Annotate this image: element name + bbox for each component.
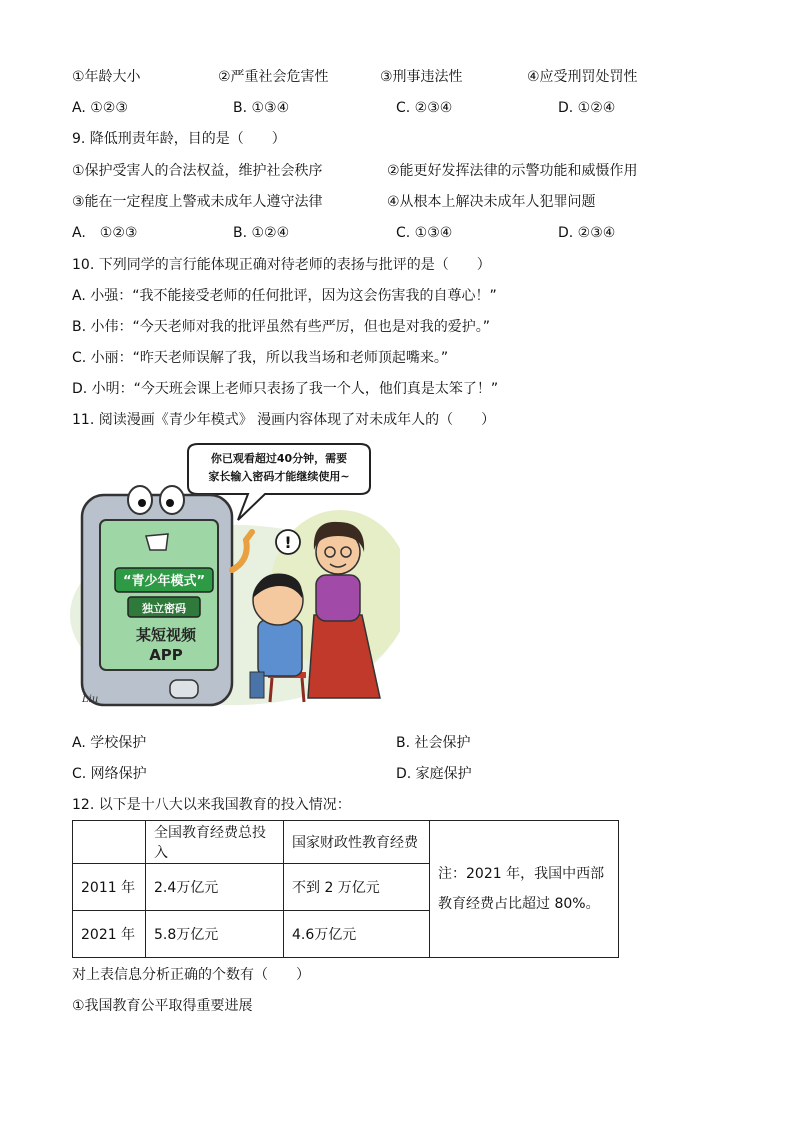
bubble-text-line2: 家长输入密码才能继续使用~	[208, 470, 350, 483]
q11-choice-c: C. 网络保护	[72, 766, 147, 782]
q9-item-2: ②能更好发挥法律的示警功能和威慑作用	[387, 163, 638, 179]
table-row-2021-fiscal: 4.6万亿元	[284, 911, 430, 958]
q8-item-4: ④应受刑罚处罚性	[527, 69, 638, 85]
q10-choice-b: B. 小伟：“今天老师对我的批评虽然有些严厉，但也是对我的爱护。”	[72, 319, 491, 335]
mother-top	[316, 575, 360, 621]
q9-item-4: ④从根本上解决未成年人犯罪问题	[387, 194, 596, 210]
table-row-2021-total: 5.8万亿元	[146, 911, 284, 958]
table-note: 注：2021 年，我国中西部教育经费占比超过 80%。	[430, 821, 619, 958]
home-button-icon	[170, 680, 198, 698]
q9-choice-a: A. ①②③	[72, 225, 138, 241]
app-name-line2: APP	[149, 646, 183, 664]
q8-choice-d: D. ①②④	[558, 100, 616, 116]
q8-item-3: ③刑事违法性	[380, 69, 463, 85]
password-label-text: 独立密码	[142, 602, 186, 615]
table-header-total: 全国教育经费总投入	[146, 821, 284, 864]
q10-stem: 10. 下列同学的言行能体现正确对待老师的表扬与批评的是（ ）	[72, 257, 491, 273]
boy-body	[258, 620, 302, 676]
table-header-blank	[73, 821, 146, 864]
table-header-fiscal: 国家财政性教育经费	[284, 821, 430, 864]
q8-choice-b: B. ①③④	[233, 100, 290, 116]
youth-mode-comic	[70, 440, 400, 710]
q11-choice-a: A. 学校保护	[72, 735, 147, 751]
exclaim-text: !	[284, 533, 292, 552]
app-name-line1: 某短视频	[135, 626, 197, 644]
q10-choice-c: C. 小丽：“昨天老师误解了我，所以我当场和老师顶起嘴来。”	[72, 350, 449, 366]
education-investment-table	[72, 820, 619, 958]
q12-question: 对上表信息分析正确的个数有（ ）	[72, 967, 310, 983]
q10-choice-d: D. 小明：“今天班会课上老师只表扬了我一个人，他们真是太笨了！”	[72, 381, 499, 397]
q9-item-3: ③能在一定程度上警戒未成年人遵守法律	[72, 194, 323, 210]
q9-choice-b: B. ①②④	[233, 225, 290, 241]
bubble-text-line1: 你已观看超过40分钟，需要	[210, 452, 348, 465]
q8-choice-c: C. ②③④	[396, 100, 453, 116]
q9-stem: 9. 降低刑责年龄，目的是（ ）	[72, 131, 286, 147]
artist-signature: Liu	[82, 694, 99, 705]
q11-stem: 11. 阅读漫画《青少年模式》 漫画内容体现了对未成年人的（ ）	[72, 412, 496, 428]
q12-stem: 12. 以下是十八大以来我国教育的投入情况：	[72, 797, 351, 813]
q8-item-1: ①年龄大小	[72, 69, 141, 85]
mode-label-text: “青少年模式”	[122, 574, 206, 589]
q10-choice-a: A. 小强：“我不能接受老师的任何批评，因为这会伤害我的自尊心！”	[72, 288, 497, 304]
q11-choice-b: B. 社会保护	[396, 735, 471, 751]
table-row-2021-year: 2021 年	[73, 911, 146, 958]
q8-choice-a: A. ①②③	[72, 100, 128, 116]
table-row-2011-fiscal: 不到 2 万亿元	[284, 864, 430, 911]
table-row-2011-year: 2011 年	[73, 864, 146, 911]
table-row-2011-total: 2.4万亿元	[146, 864, 284, 911]
q12-item-1: ①我国教育公平取得重要进展	[72, 998, 253, 1014]
phone-mouth	[146, 534, 168, 550]
q9-item-1: ①保护受害人的合法权益，维护社会秩序	[72, 163, 323, 179]
q8-item-2: ②严重社会危害性	[218, 69, 329, 85]
q9-choice-c: C. ①③④	[396, 225, 453, 241]
q11-choice-d: D. 家庭保护	[396, 766, 472, 782]
q9-choice-d: D. ②③④	[558, 225, 616, 241]
